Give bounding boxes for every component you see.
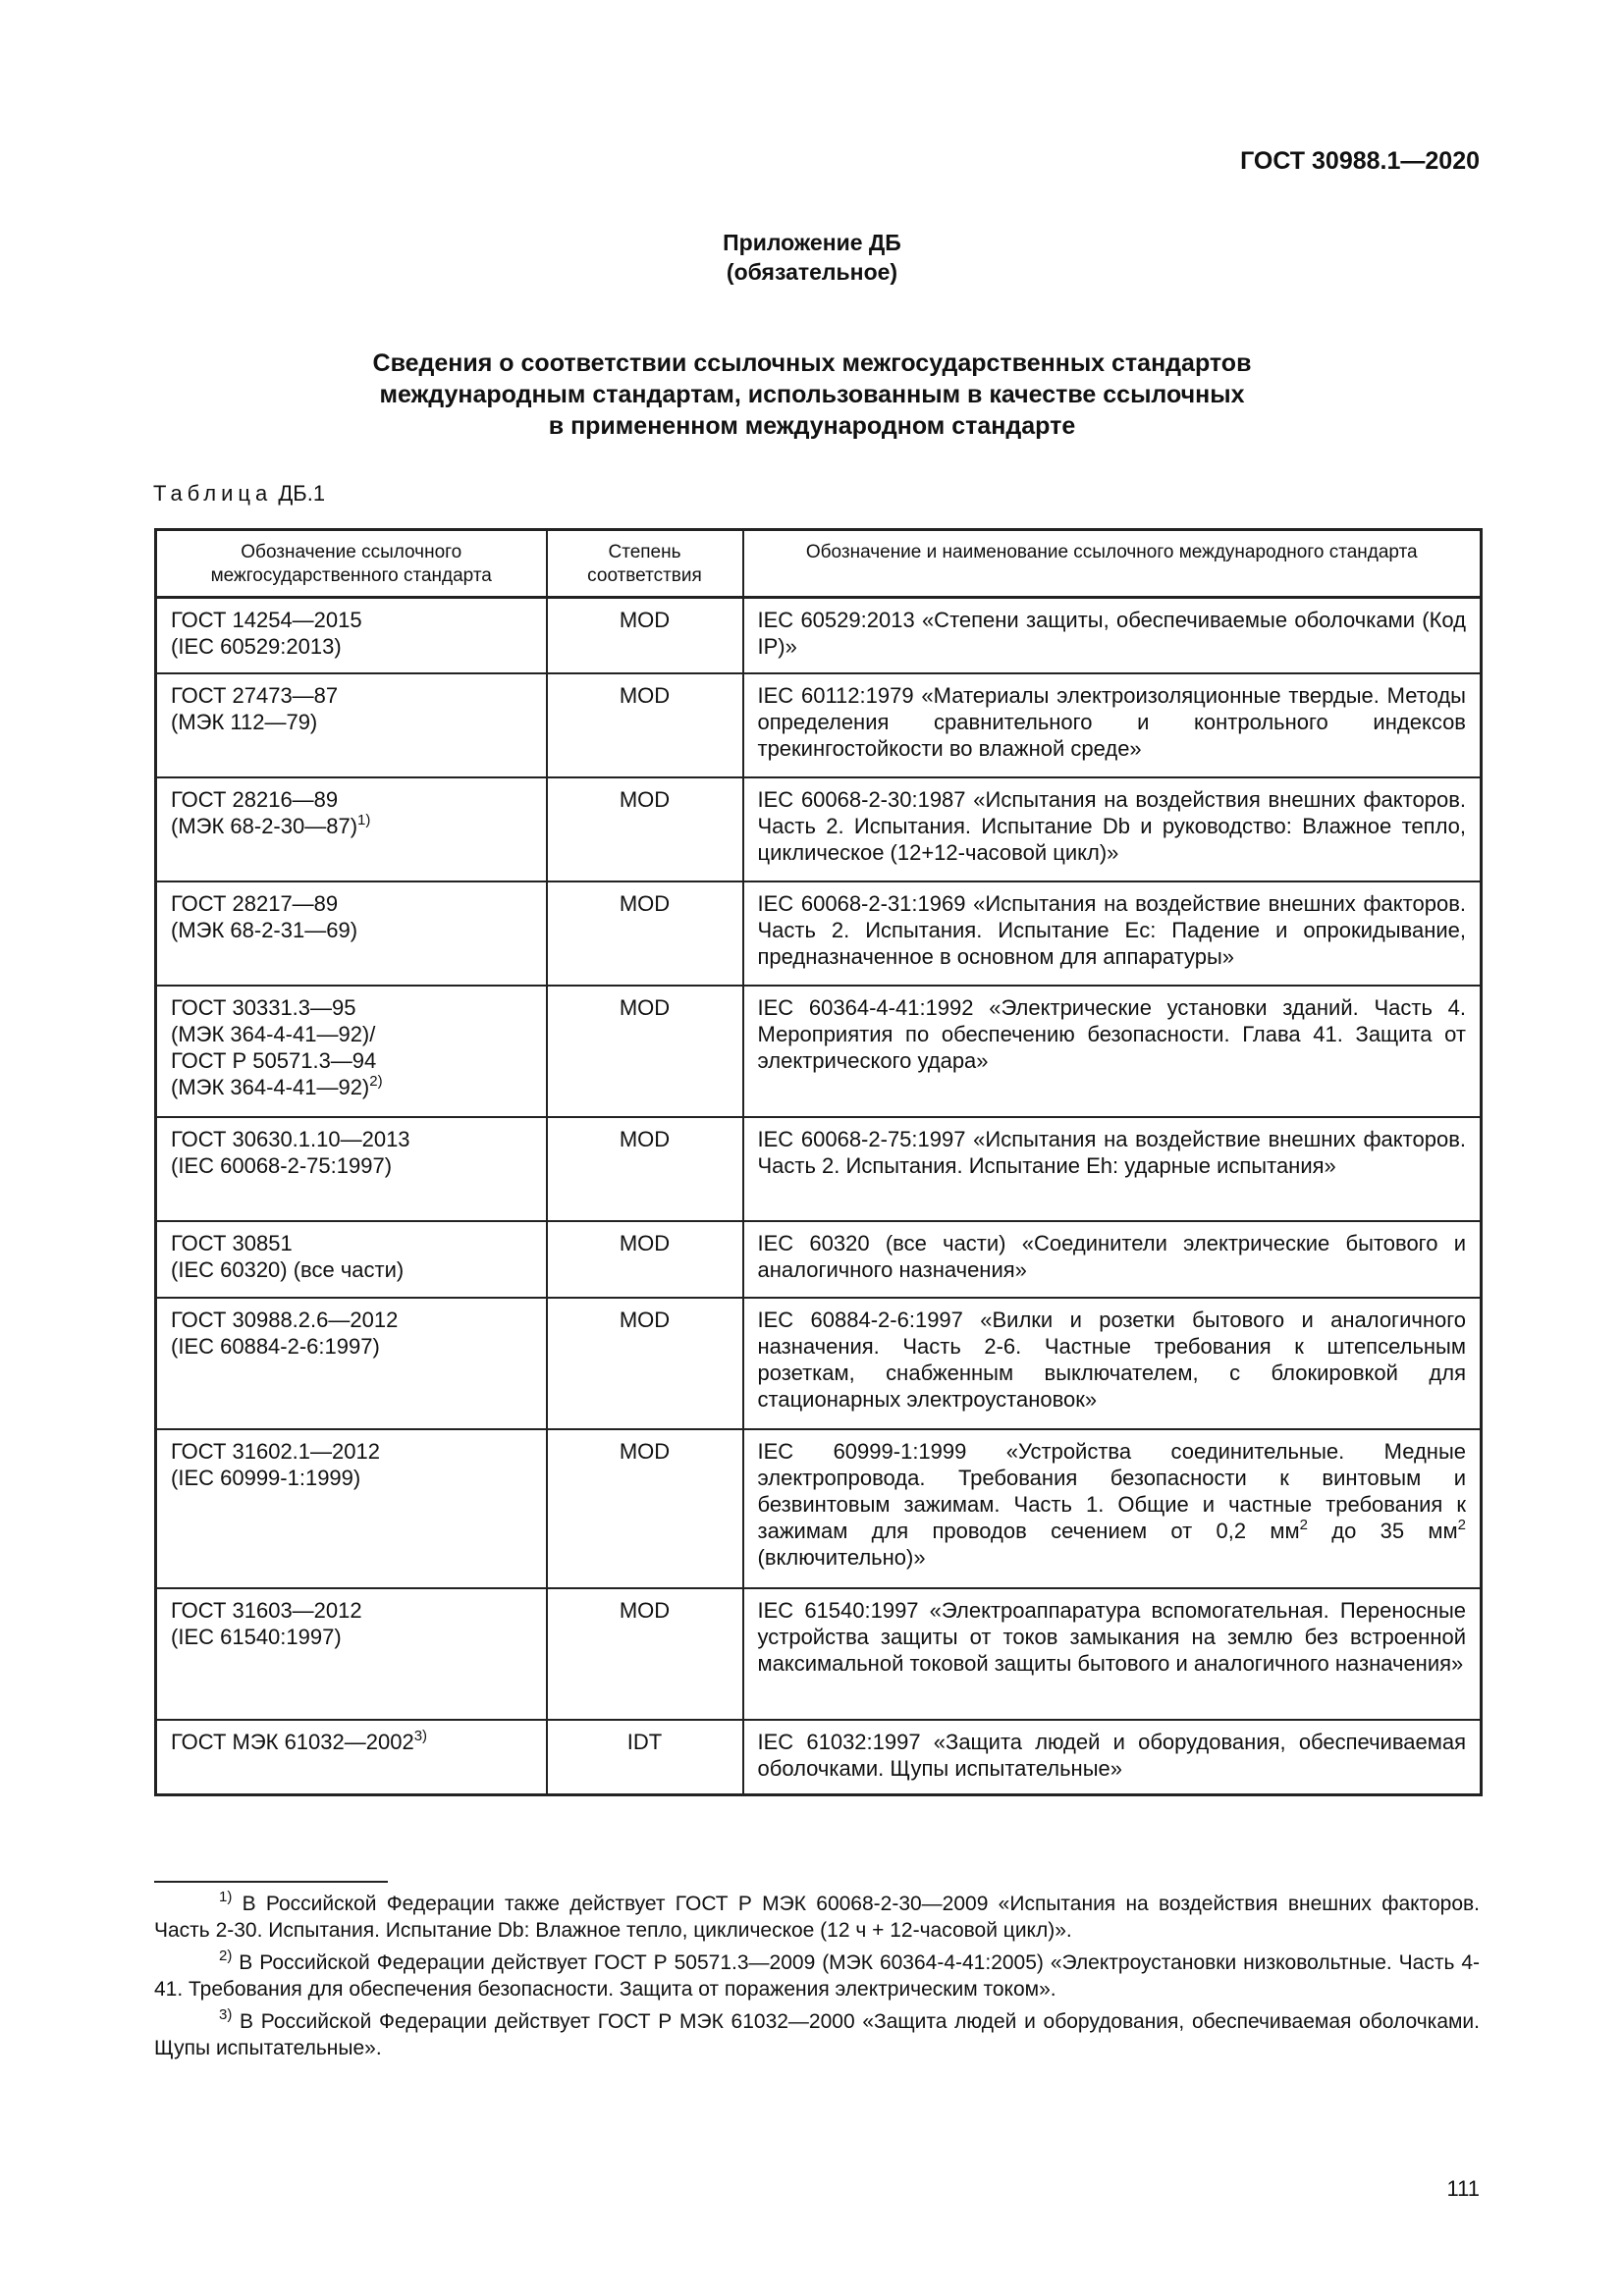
section-title-line: международным стандартам, использованным в качестве ссылочных (379, 381, 1245, 408)
page-number: 111 (1446, 2176, 1480, 2201)
standard-line: (МЭК 112—79) (171, 709, 318, 734)
standard-line: ГОСТ 30331.3—95 (171, 994, 356, 1020)
standard-cell (156, 1429, 547, 1588)
standard-line: ГОСТ 28216—89 (171, 786, 339, 812)
footnotes (154, 1891, 1480, 2067)
standard-cell (156, 881, 547, 986)
annex-title: Приложение ДБ (723, 230, 901, 255)
column-header-international: Обозначение и наименование ссылочного международного стандарта (743, 530, 1482, 598)
standard-line: ГОСТ 31602.1—2012 (171, 1438, 380, 1464)
description-cell: IEC 60364-4-41:1992 «Электрические установки зданий. Часть 4. Мероприятия по обеспечению безопасности. Глава 41. Защита от электрического удара» (743, 986, 1482, 1117)
description-cell: IEC 60529:2013 «Степени защиты, обеспечиваемые оболочками (Код IP)» (743, 598, 1482, 673)
footnote-mark: 1) (219, 1889, 233, 1905)
footnote-separator (154, 1881, 388, 1883)
footnote-reference: 1) (357, 811, 371, 828)
standard-line: ГОСТ 30851 (171, 1230, 293, 1255)
table-row (156, 1221, 1482, 1298)
description-cell: IEC 60320 (все части) «Соединители электрические бытового и аналогичного назначения» (743, 1221, 1482, 1298)
column-header-degree: Степень соответствия (547, 530, 743, 598)
standard-line: ГОСТ 28217—89 (171, 890, 339, 916)
degree-cell: MOD (547, 986, 743, 1117)
standard-line: (IEC 60884-2-6:1997) (171, 1333, 380, 1359)
footnote-text: В Российской Федерации действует ГОСТ Р МЭК 61032—2000 «Защита людей и оборудования, обеспечиваемая оболочками. Щупы испытательные». (154, 2010, 1480, 2059)
standard-line-text: (МЭК 364-4-41—92) (171, 1074, 370, 1099)
table-row (156, 986, 1482, 1117)
standard-line-text: ГОСТ МЭК 61032—2002 (171, 1729, 414, 1754)
standard-line (171, 813, 532, 839)
table-row (156, 1117, 1482, 1221)
standard-cell (156, 986, 547, 1117)
standard-line: (МЭК 364-4-41—92)/ (171, 1021, 376, 1046)
degree-cell: MOD (547, 881, 743, 986)
description-cell: IEC 61032:1997 «Защита людей и оборудования, обеспечиваемая оболочками. Щупы испытательные» (743, 1720, 1482, 1795)
description-cell: IEC 61540:1997 «Электроаппаратура вспомогательная. Переносные устройства защиты от токов замыкания на землю без встроенной максимальной токовой защиты бытового и аналогичного назначения» (743, 1588, 1482, 1720)
degree-cell: MOD (547, 598, 743, 673)
section-title-line: Сведения о соответствии ссылочных межгосударственных стандартов (372, 349, 1252, 377)
description-cell: IEC 60112:1979 «Материалы электроизоляционные твердые. Методы определения сравнительного и контрольного индексов трекингостойкости во влажной среде» (743, 673, 1482, 777)
degree-cell: MOD (547, 1588, 743, 1720)
standard-cell (156, 777, 547, 881)
table-caption (153, 481, 325, 507)
footnote (154, 2008, 1480, 2061)
standard-line: ГОСТ Р 50571.3—94 (171, 1047, 377, 1073)
standard-cell (156, 1117, 547, 1221)
description-text: IEC 60999-1:1999 «Устройства соединительные. Медные электропровода. Требования безопасности к винтовым и безвинтовым зажимам. Часть 1. Общие и частные требования к зажимам для проводов сечением от 0,2 мм (757, 1438, 1466, 1543)
standard-line: ГОСТ 30988.2.6—2012 (171, 1307, 399, 1332)
standard-line: ГОСТ 14254—2015 (171, 608, 362, 632)
degree-cell: MOD (547, 777, 743, 881)
standard-line: (IEC 61540:1997) (171, 1624, 342, 1649)
standard-line: (IEC 60999-1:1999) (171, 1465, 361, 1490)
section-title-line: в примененном международном стандарте (548, 412, 1076, 440)
standard-line: (IEC 60068-2-75:1997) (171, 1152, 393, 1178)
standard-cell (156, 1298, 547, 1429)
degree-cell: MOD (547, 1221, 743, 1298)
standard-line: (МЭК 68-2-31—69) (171, 917, 358, 942)
standard-line: (IEC 60529:2013) (171, 634, 342, 659)
degree-cell: IDT (547, 1720, 743, 1795)
standard-line: ГОСТ 31603—2012 (171, 1597, 362, 1623)
standard-line: ГОСТ 30630.1.10—2013 (171, 1126, 410, 1151)
standard-line: (IEC 60320) (все части) (171, 1256, 405, 1282)
degree-cell: MOD (547, 1298, 743, 1429)
description-cell (743, 1429, 1482, 1588)
degree-cell: MOD (547, 1429, 743, 1588)
standard-cell (156, 673, 547, 777)
standards-table (154, 528, 1483, 1796)
table-row (156, 598, 1482, 673)
standard-cell (156, 1588, 547, 1720)
table-caption-word: Таблица (153, 481, 273, 506)
table-row (156, 1429, 1482, 1588)
superscript: 2 (1457, 1516, 1466, 1533)
description-cell: IEC 60068-2-75:1997 «Испытания на воздействие внешних факторов. Часть 2. Испытания. Испытание Eh: ударные испытания» (743, 1117, 1482, 1221)
table-header-row (156, 530, 1482, 598)
superscript: 2 (1299, 1516, 1308, 1533)
annex-status: (обязательное) (726, 259, 898, 285)
footnote-text: В Российской Федерации также действует ГОСТ Р МЭК 60068-2-30—2009 «Испытания на воздействия внешних факторов. Часть 2-30. Испытания. Испытание Db: Влажное тепло, циклическое (12 ч + 12-часовой цикл)». (154, 1893, 1480, 1942)
standard-cell (156, 598, 547, 673)
section-title (0, 347, 1624, 442)
standard-cell (156, 1221, 547, 1298)
table-row (156, 673, 1482, 777)
footnote (154, 1949, 1480, 2002)
standard-line: ГОСТ 27473—87 (171, 682, 339, 708)
description-text: (включительно)» (757, 1544, 926, 1570)
footnote-reference: 3) (413, 1727, 428, 1744)
footnote (154, 1891, 1480, 1944)
table-row (156, 1588, 1482, 1720)
footnote-text: В Российской Федерации действует ГОСТ Р 50571.3—2009 (МЭК 60364-4-41:2005) «Электроустановки низковольтные. Часть 4-41. Требования для обеспечения безопасности. Защита от поражения электрическим током». (154, 1951, 1480, 2001)
description-text: до 35 мм (1307, 1518, 1458, 1543)
column-header-standard: Обозначение ссылочного межгосударственного стандарта (156, 530, 547, 598)
annex-heading (0, 228, 1624, 287)
standard-line (171, 1074, 532, 1100)
degree-cell: MOD (547, 1117, 743, 1221)
table-row (156, 1720, 1482, 1795)
footnote-mark: 2) (219, 1948, 233, 1964)
description-cell: IEC 60884-2-6:1997 «Вилки и розетки бытового и аналогичного назначения. Часть 2-6. Частные требования к штепсельным розеткам, снабженным выключателем, с блокировкой для стационарных электроустановок» (743, 1298, 1482, 1429)
table-row (156, 881, 1482, 986)
document-code: ГОСТ 30988.1—2020 (1240, 147, 1480, 175)
table-row (156, 777, 1482, 881)
standard-line-text: (МЭК 68-2-30—87) (171, 813, 358, 838)
description-cell: IEC 60068-2-30:1987 «Испытания на воздействия внешних факторов. Часть 2. Испытания. Испытание Db и руководство: Влажное тепло, циклическое (12+12-часовой цикл)» (743, 777, 1482, 881)
standard-line (171, 1729, 532, 1755)
table-caption-id: ДБ.1 (278, 481, 326, 506)
degree-cell: MOD (547, 673, 743, 777)
table-row (156, 1298, 1482, 1429)
footnote-reference: 2) (369, 1072, 383, 1090)
footnote-mark: 3) (219, 2006, 233, 2023)
description-cell: IEC 60068-2-31:1969 «Испытания на воздействие внешних факторов. Часть 2. Испытания. Испытание Ec: Падение и опрокидывание, предназначенное в основном для аппаратуры» (743, 881, 1482, 986)
standard-cell (156, 1720, 547, 1795)
